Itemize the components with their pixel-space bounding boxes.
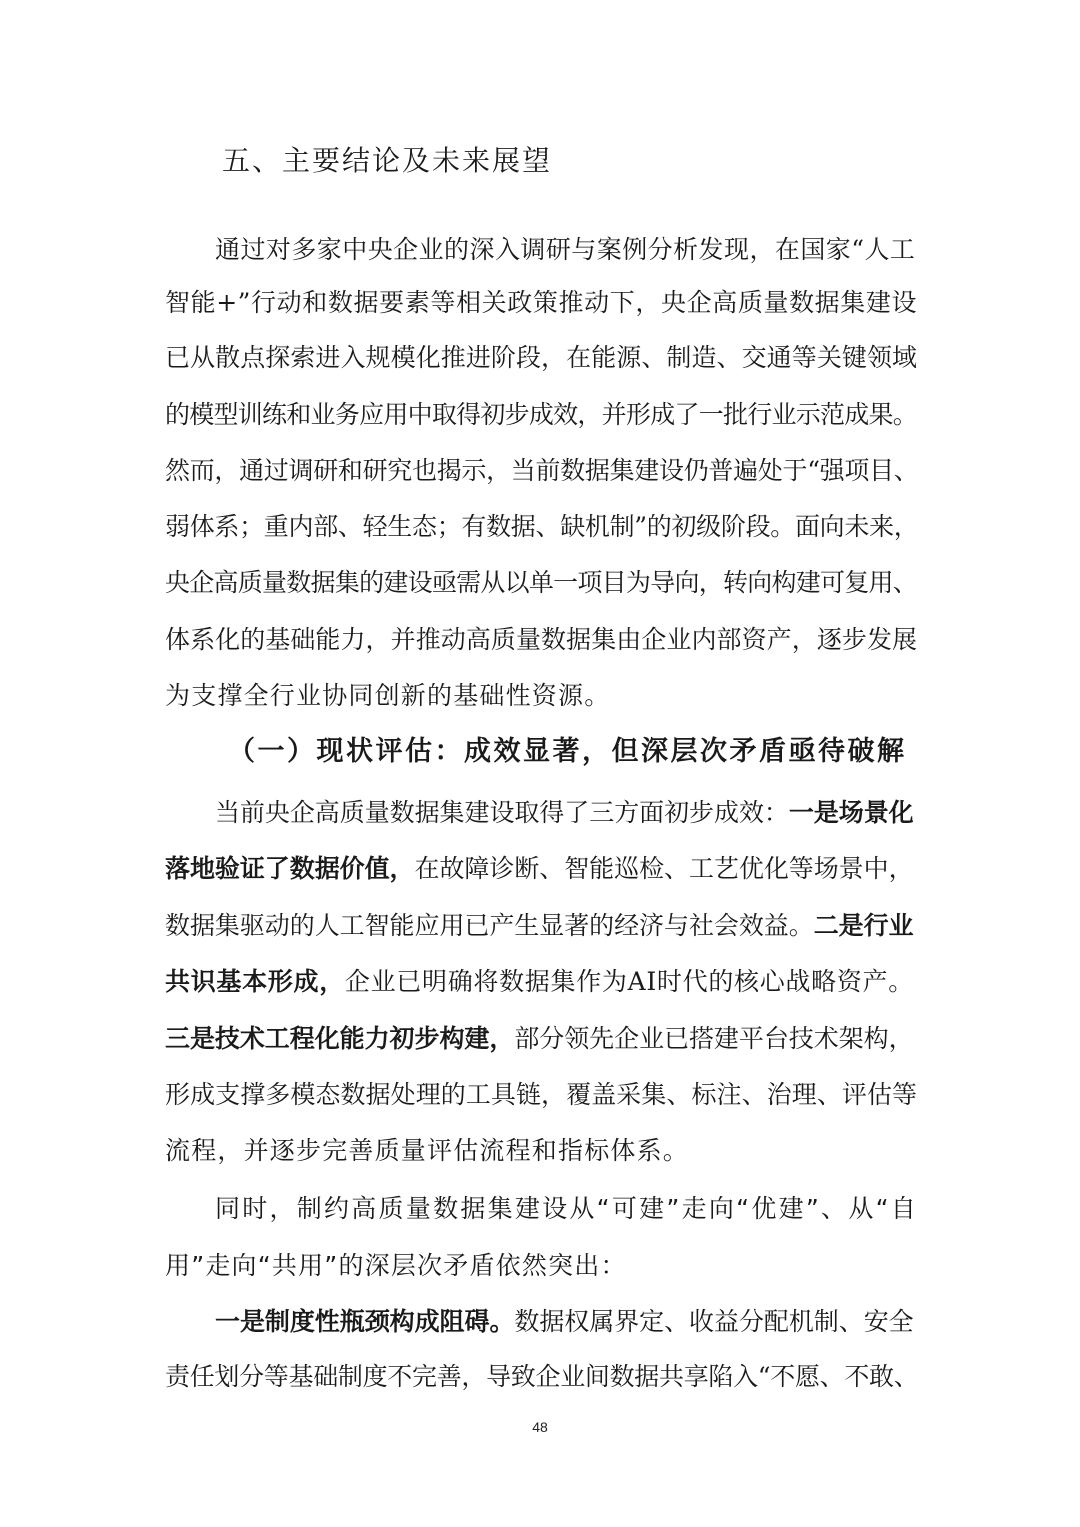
status-line-4-text: 企业已明确将数据集作为AI时代的核心战略资产。 xyxy=(344,967,914,996)
point-one-line-1 xyxy=(215,1306,917,1338)
status-line-5-bold: 三是技术工程化能力初步构建， xyxy=(165,1024,515,1053)
status-line-7: 流程，并逐步完善质量评估流程和指标体系。 xyxy=(165,1136,690,1165)
point-one-line-2: 责任划分等基础制度不完善，导致企业间数据共享陷入“不愿、不敢、 xyxy=(165,1362,919,1391)
intro-line-5: 然而，通过调研和研究也揭示，当前数据集建设仍普遍处于“强项目、 xyxy=(165,456,919,485)
contradictions-line-1: 同时，制约高质量数据集建设从“可建”走向“优建”、从“自 xyxy=(215,1194,917,1223)
intro-line-6: 弱体系；重内部、轻生态；有数据、缺机制”的初级阶段。面向未来， xyxy=(165,512,919,541)
status-line-1-bold: 一是场景化 xyxy=(788,798,914,827)
status-line-1 xyxy=(215,797,917,829)
intro-line-8: 体系化的基础能力，并推动高质量数据集由企业内部资产，逐步发展 xyxy=(165,625,917,654)
status-line-6: 形成支撑多模态数据处理的工具链，覆盖采集、标注、治理、评估等 xyxy=(165,1080,917,1109)
status-line-2-text: 在故障诊断、智能巡检、工艺优化等场景中， xyxy=(414,854,914,883)
status-line-2-bold: 落地验证了数据价值， xyxy=(165,854,415,883)
status-line-4 xyxy=(165,966,917,998)
intro-line-3: 已从散点探索进入规模化推进阶段，在能源、制造、交通等关键领域 xyxy=(165,343,917,372)
page-number: 48 xyxy=(532,1419,548,1435)
intro-line-9: 为支撑全行业协同创新的基础性资源。 xyxy=(165,681,611,710)
point-one-bold: 一是制度性瓶颈构成阻碍。 xyxy=(215,1307,515,1336)
status-line-5-text: 部分领先企业已搭建平台技术架构， xyxy=(514,1024,914,1053)
contradictions-line-2: 用”走向“共用”的深层次矛盾依然突出： xyxy=(165,1251,627,1280)
subsection-title: （一）现状评估：成效显著，但深层次矛盾亟待破解 xyxy=(228,736,907,767)
status-line-2 xyxy=(165,853,917,885)
status-line-4-bold: 共识基本形成， xyxy=(165,967,345,996)
status-line-3-text: 数据集驱动的人工智能应用已产生显著的经济与社会效益。 xyxy=(165,911,814,940)
intro-line-1: 通过对多家中央企业的深入调研与案例分析发现，在国家“人工 xyxy=(215,235,916,264)
status-line-5 xyxy=(165,1023,917,1055)
intro-line-2: 智能+”行动和数据要素等相关政策推动下，央企高质量数据集建设 xyxy=(165,288,917,317)
status-line-3 xyxy=(165,910,917,942)
status-line-1-text: 当前央企高质量数据集建设取得了三方面初步成效： xyxy=(215,798,789,827)
intro-line-7: 央企高质量数据集的建设亟需从以单一项目为导向，转向构建可复用、 xyxy=(165,568,917,597)
point-one-line-1-text: 数据权属界定、收益分配机制、安全 xyxy=(514,1307,914,1336)
status-line-3-bold: 二是行业 xyxy=(813,911,914,940)
intro-line-4: 的模型训练和业务应用中取得初步成效，并形成了一批行业示范成果。 xyxy=(165,400,917,429)
section-title: 五、主要结论及未来展望 xyxy=(222,144,553,177)
